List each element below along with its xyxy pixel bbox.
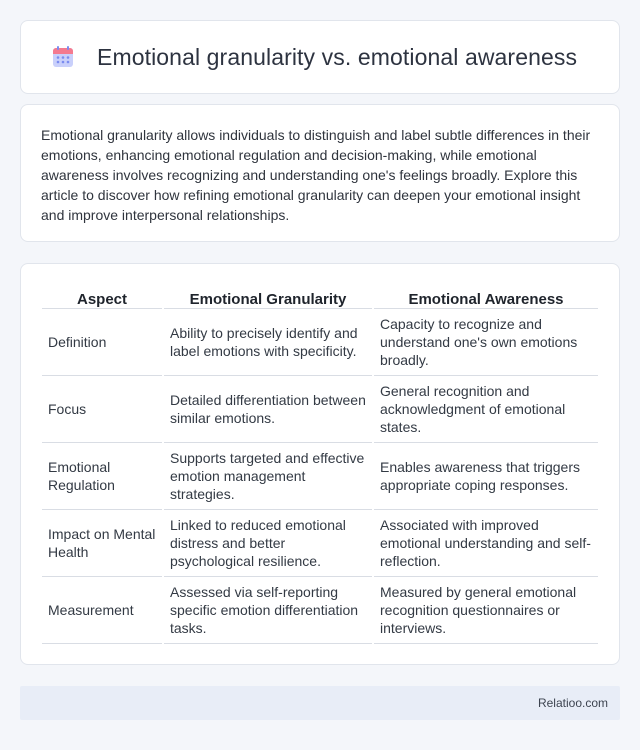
aspect-cell: Impact on Mental Health [42,509,163,576]
table-row [42,375,598,442]
granularity-cell: Linked to reduced emotional distress and better psychological resilience. [163,509,373,576]
comparison-table [42,284,598,644]
title-card [20,20,620,94]
granularity-cell: Detailed differentiation between similar emotions. [163,375,373,442]
granularity-cell: Assessed via self-reporting specific emotion differentiation tasks. [163,576,373,643]
granularity-cell: Supports targeted and effective emotion management strategies. [163,442,373,509]
awareness-cell: Associated with improved emotional understanding and self-reflection. [373,509,598,576]
page-title: Emotional granularity vs. emotional awareness [97,43,578,70]
awareness-cell: Enables awareness that triggers appropriate coping responses. [373,442,598,509]
awareness-cell: Measured by general emotional recognition questionnaires or interviews. [373,576,598,643]
footer [20,686,620,720]
calendar-icon [51,45,75,69]
table-row [42,308,598,375]
column-header-granularity: Emotional Granularity [163,284,373,308]
aspect-cell: Measurement [42,576,163,643]
granularity-cell: Ability to precisely identify and label emotions with specificity. [163,308,373,375]
aspect-cell: Focus [42,375,163,442]
awareness-cell: General recognition and acknowledgment of emotional states. [373,375,598,442]
footer-brand[interactable]: Relatioo.com [537,696,608,710]
table-header-row [42,284,598,308]
column-header-aspect: Aspect [42,284,163,308]
aspect-cell: Definition [42,308,163,375]
aspect-cell: Emotional Regulation [42,442,163,509]
awareness-cell: Capacity to recognize and understand one's own emotions broadly. [373,308,598,375]
intro-paragraph: Emotional granularity allows individuals to distinguish and label subtle differences in their emotions, enhancing emotional regulation and decision-making, while emotional awareness involves recognizing and understanding one's feelings broadly. Explore this article to discover how refining emotional granularity can deepen your emotional insight and improve interpersonal relationships. [41,127,591,223]
intro-card [20,104,620,242]
table-row [42,442,598,509]
table-row [42,576,598,643]
comparison-card [20,263,620,665]
column-header-awareness: Emotional Awareness [373,284,598,308]
table-row [42,509,598,576]
